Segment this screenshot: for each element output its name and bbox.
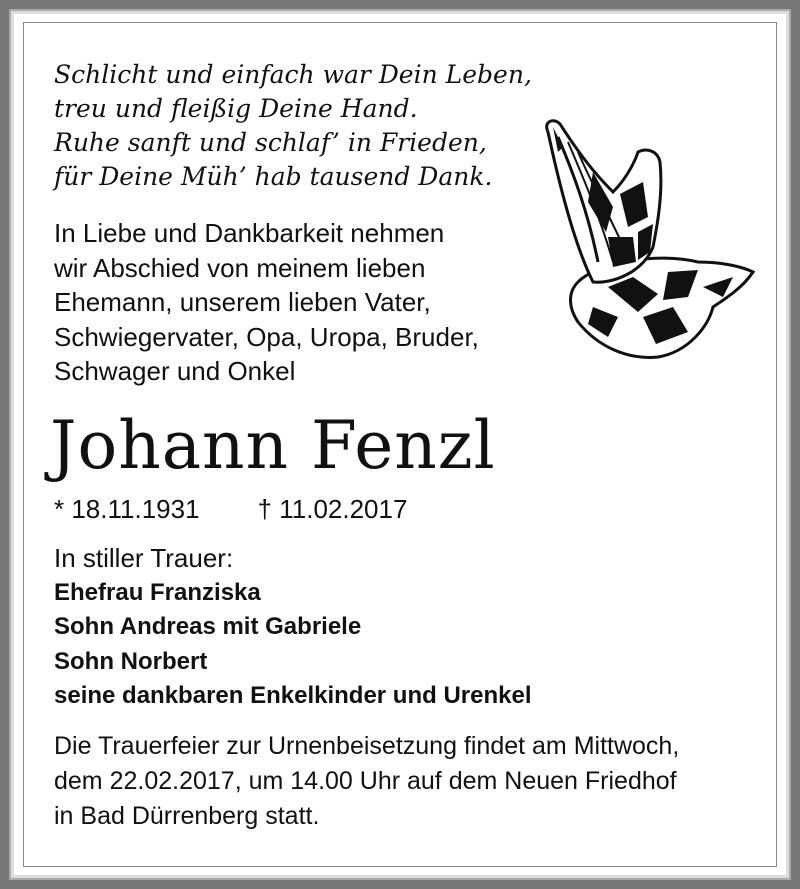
poem-line: Ruhe sanft und schlaf’ in Frieden, (54, 128, 487, 157)
service-info (54, 729, 679, 834)
poem-line: treu und fleißig Deine Hand. (54, 94, 418, 123)
service-line: in Bad Dürrenberg statt. (54, 802, 320, 830)
service-line: Die Trauerfeier zur Urnenbeisetzung findet am Mittwoch, (54, 732, 680, 760)
mourner-name: seine dankbaren Enkelkinder und Urenkel (54, 682, 532, 709)
intro-line: Schwager und Onkel (54, 356, 296, 386)
intro-line: Ehemann, unserem lieben Vater, (54, 287, 431, 317)
intro-line: wir Abschied von meinem lieben (54, 252, 426, 283)
poem-line: Schlicht und einfach war Dein Leben, (54, 60, 532, 89)
service-line: dem 22.02.2017, um 14.00 Uhr auf dem Neuen Friedhof (54, 767, 677, 795)
mourner-name: Sohn Norbert (54, 647, 208, 675)
praying-hands-icon (538, 112, 758, 364)
intro-text (54, 216, 479, 389)
intro-line: In Liebe und Dankbarkeit nehmen (54, 218, 445, 248)
deceased-name: Johann Fenzl (50, 407, 496, 484)
birth-date: * 18.11.1931 (54, 494, 200, 524)
mourners (54, 541, 532, 714)
mourners-heading: In stiller Trauer: (54, 543, 234, 573)
intro-line: Schwiegervater, Opa, Uropa, Bruder, (54, 321, 479, 352)
death-date: † 11.02.2017 (257, 494, 408, 524)
poem-line: für Deine Müh’ hab tausend Dank. (54, 162, 493, 191)
mourner-name: Ehefrau Franziska (54, 578, 261, 606)
poem (54, 58, 532, 194)
life-dates (54, 492, 407, 526)
mourner-name: Sohn Andreas mit Gabriele (54, 613, 362, 640)
